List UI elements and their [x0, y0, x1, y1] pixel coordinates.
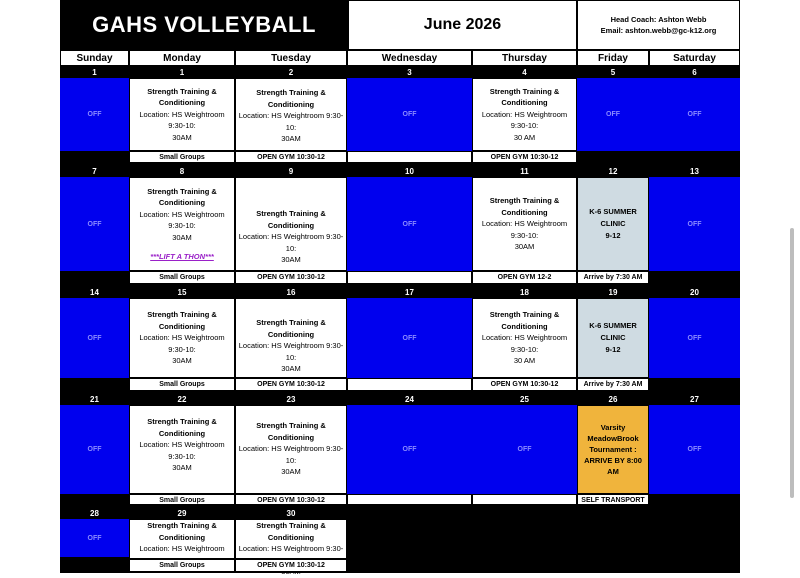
date-number: 17: [347, 286, 472, 298]
off-day: OFF: [649, 298, 740, 378]
date-number: 26: [577, 393, 649, 405]
date-number: 22: [129, 393, 235, 405]
coach-info: [577, 0, 740, 50]
footer-note: Small Groups: [129, 378, 235, 391]
day-header-friday: Friday: [577, 50, 649, 66]
footer-note: [347, 271, 472, 284]
footer-note: [347, 378, 472, 391]
strength-training-event: Strength Training & Conditioning Location: HS Weightroom 9:30-10: 30AM: [472, 177, 577, 271]
date-number: 3: [347, 66, 472, 78]
strength-training-event: Strength Training & Conditioning Location: HS Weightroom 9:30-10: 30 AM: [472, 298, 577, 378]
strength-training-event: Strength Training & Conditioning Location: HS Weightroom 9:30-10: 30AM: [235, 177, 347, 271]
day-header-tuesday: Tuesday: [235, 50, 347, 66]
off-day: OFF: [649, 405, 740, 494]
footer-note: OPEN GYM 10:30-12: [472, 151, 577, 163]
off-day: OFF: [60, 405, 129, 494]
day-header-wednesday: Wednesday: [347, 50, 472, 66]
lift-a-thon-label: ***LIFT A THON***: [150, 252, 214, 261]
footer-note: [472, 494, 577, 505]
strength-training-event: Strength Training & Conditioning Location: HS Weightroom: [129, 519, 235, 559]
off-day: OFF: [60, 519, 129, 557]
date-number: 4: [472, 66, 577, 78]
date-number: 1: [60, 66, 129, 78]
footer-note: Arrive by 7:30 AM: [577, 378, 649, 391]
footer-note: Small Groups: [129, 559, 235, 572]
off-day: OFF: [649, 177, 740, 271]
summer-clinic-event: K-6 SUMMER CLINIC 9-12: [577, 298, 649, 378]
date-number: 5: [577, 66, 649, 78]
calendar-title: GAHS VOLLEYBALL: [60, 0, 348, 50]
footer-note: Arrive by 7:30 AM: [577, 271, 649, 284]
strength-training-event: Strength Training & Conditioning Location: HS Weightroom 9:30-10: 30AM: [235, 298, 347, 378]
date-number: 11: [472, 165, 577, 177]
footer-note: Small Groups: [129, 151, 235, 163]
footer-note: OPEN GYM 10:30-12: [235, 494, 347, 505]
off-day: OFF: [60, 177, 129, 271]
strength-training-event: Strength Training & Conditioning Location: HS Weightroom 9:30-10: 30AM: [129, 405, 235, 494]
off-day: OFF: [472, 405, 577, 494]
strength-training-event: Strength Training & Conditioning Location: HS Weightroom 9:30-10: 30AM ***LIFT A THON***: [129, 177, 235, 271]
off-day: OFF: [60, 298, 129, 378]
off-day: OFF: [347, 405, 472, 494]
off-day: OFF: [347, 177, 472, 271]
date-number: 8: [129, 165, 235, 177]
footer-note: [347, 494, 472, 505]
month-label: June 2026: [348, 0, 577, 50]
footer-note: [347, 151, 472, 163]
date-number: 28: [60, 507, 129, 519]
date-number: 21: [60, 393, 129, 405]
date-number: 15: [129, 286, 235, 298]
date-number: 23: [235, 393, 347, 405]
date-number: 10: [347, 165, 472, 177]
footer-note: Small Groups: [129, 271, 235, 284]
date-number: 19: [577, 286, 649, 298]
scrollbar[interactable]: [790, 228, 794, 498]
off-day: OFF: [649, 78, 740, 151]
footer-note: OPEN GYM 10:30-12: [235, 271, 347, 284]
footer-note: OPEN GYM 10:30-12: [235, 151, 347, 163]
date-number: 12: [577, 165, 649, 177]
date-number: 9: [235, 165, 347, 177]
date-number: 2: [235, 66, 347, 78]
date-number: 16: [235, 286, 347, 298]
strength-training-event: Strength Training & Conditioning Location: HS Weightroom 9:30-10: 30 AM: [472, 78, 577, 151]
coach-name: Head Coach: Ashton Webb: [610, 15, 707, 24]
date-number: 27: [649, 393, 740, 405]
tournament-event: Varsity MeadowBrook Tournament : ARRIVE BY 8:00 AM: [577, 405, 649, 494]
date-number: 20: [649, 286, 740, 298]
off-day: OFF: [577, 78, 649, 151]
footer-note: Small Groups: [129, 494, 235, 505]
footer-note: SELF TRANSPORT: [577, 494, 649, 505]
volleyball-calendar: [60, 0, 740, 573]
date-number: 14: [60, 286, 129, 298]
footer-note: OPEN GYM 12-2: [472, 271, 577, 284]
summer-clinic-event: K-6 SUMMER CLINIC 9-12: [577, 177, 649, 271]
strength-training-event: Strength Training & Conditioning Location: HS Weightroom 9:30-10: 30AM: [129, 78, 235, 151]
footer-note: OPEN GYM 10:30-12: [235, 378, 347, 391]
strength-training-event: Strength Training & Conditioning Location: HS Weightroom 9:30-10: 30AM: [235, 405, 347, 494]
footer-note: OPEN GYM 10:30-12: [472, 378, 577, 391]
date-number: 30: [235, 507, 347, 519]
date-number: 29: [129, 507, 235, 519]
strength-training-event: Strength Training & Conditioning Location: HS Weightroom 9:30-10: 30AM: [235, 78, 347, 151]
date-number: 7: [60, 165, 129, 177]
date-number: 1: [129, 66, 235, 78]
off-day: OFF: [60, 78, 129, 151]
date-number: 18: [472, 286, 577, 298]
date-number: 24: [347, 393, 472, 405]
off-day: OFF: [347, 78, 472, 151]
day-header-thursday: Thursday: [472, 50, 577, 66]
day-header-sunday: Sunday: [60, 50, 129, 66]
day-header-monday: Monday: [129, 50, 235, 66]
strength-training-event: Strength Training & Conditioning Location: HS Weightroom 9:30-: [235, 519, 347, 559]
day-header-saturday: Saturday: [649, 50, 740, 66]
coach-email: Email: ashton.webb@gc-k12.org: [600, 26, 717, 35]
strength-training-event: Strength Training & Conditioning Location: HS Weightroom 9:30-10: 30AM: [129, 298, 235, 378]
off-day: OFF: [347, 298, 472, 378]
footer-note: OPEN GYM 10:30-12: [235, 559, 347, 572]
date-number: 6: [649, 66, 740, 78]
date-number: 13: [649, 165, 740, 177]
date-number: 25: [472, 393, 577, 405]
